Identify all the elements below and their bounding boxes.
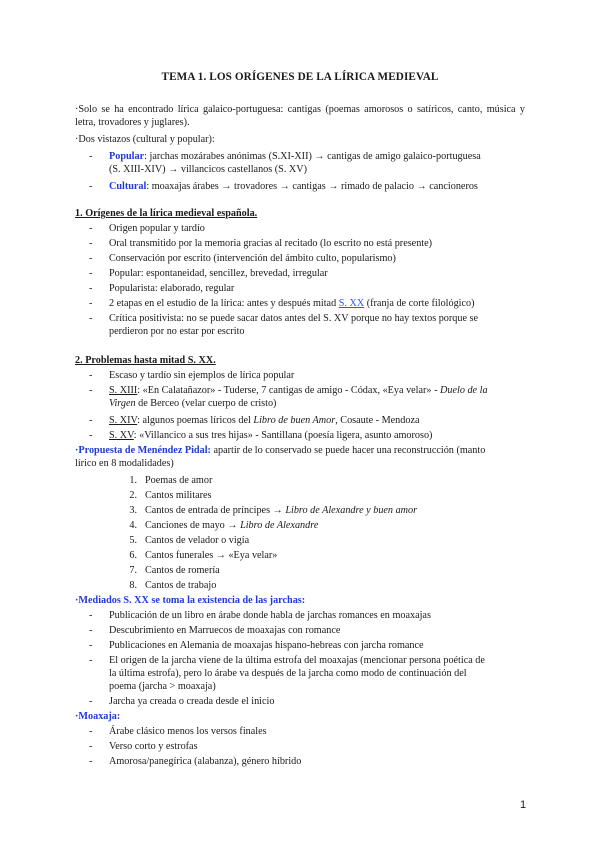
popular-label: Popular <box>109 151 145 162</box>
list-item <box>109 414 420 427</box>
moaxaja-heading: ·Moaxaja: <box>75 711 121 722</box>
bullet-dash: - <box>89 610 93 621</box>
list-item <box>109 429 432 442</box>
menendez-paragraph <box>75 444 525 457</box>
bullet-dash: - <box>89 741 93 752</box>
list-item-text: : «En Calatañazor» - Tuderse, 7 cantigas de amigo - Códax, «Eya velar» - <box>137 385 441 396</box>
list-item <box>145 504 417 517</box>
list-item: Cantos de romería <box>145 565 220 576</box>
century-label: S. XV <box>109 430 134 441</box>
list-item: Escaso y tardío sin ejemplos de lírica popular <box>109 370 295 381</box>
list-item-text: : algunos poemas líricos del <box>137 415 254 426</box>
bullet-dash: - <box>89 625 93 636</box>
list-item: Oral transmitido por la memoria gracias al recitado (lo escrito no está presente) <box>109 238 433 249</box>
bullet-dash: - <box>89 430 93 441</box>
cultural-label: Cultural <box>109 181 147 192</box>
bullet-dash: - <box>89 238 93 249</box>
bullet-dash: - <box>89 298 93 309</box>
bullet-dash: - <box>89 223 93 234</box>
bullet-dash: - <box>89 253 93 264</box>
list-item: Jarcha ya creada o creada desde el inicio <box>109 696 275 707</box>
section-1-heading: 1. Orígenes de la lírica medieval española. <box>75 208 258 219</box>
popular-line-2: (S. XIII-XIV) → villancicos castellanos (S. XV) <box>109 164 308 175</box>
list-number: 4. <box>129 520 137 531</box>
intro-vistazos: ·Dos vistazos (cultural y popular): <box>75 134 215 145</box>
page-number: 1 <box>520 799 527 811</box>
list-item-italic: Duelo de la <box>440 385 488 396</box>
list-item-italic: Libro de Alexandre <box>240 520 319 531</box>
menendez-label: ·Propuesta de Menéndez Pidal: <box>75 445 211 456</box>
bullet-dash: - <box>89 268 93 279</box>
list-item: El origen de la jarcha viene de la última estrofa del moaxajas (mencionar persona poética de <box>109 655 485 666</box>
intro-paragraph: ·Solo se ha encontrado lírica galaico-portuguesa: cantigas (poemas amorosos o satíricos, canto, música y letra, trovadores y juglares). <box>75 104 525 128</box>
jarchas-heading: ·Mediados S. XX se toma la existencia de las jarchas: <box>75 595 306 606</box>
list-item: Popularista: elaborado, regular <box>109 283 235 294</box>
list-number: 6. <box>129 550 137 561</box>
bullet-dash: - <box>89 181 93 192</box>
list-item-cont: perdieron por no estar por escrito <box>109 326 245 337</box>
s-xx-link[interactable]: S. XX <box>338 298 365 309</box>
bullet-dash: - <box>89 385 93 396</box>
bullet-dash: - <box>89 370 93 381</box>
list-number: 3. <box>129 505 137 516</box>
list-item-italic: Libro de buen Amor <box>253 415 336 426</box>
bullet-dash: - <box>89 696 93 707</box>
list-number: 1. <box>129 475 137 486</box>
list-item: Conservación por escrito (intervención del ámbito culto, popularismo) <box>109 253 396 264</box>
bullet-dash: - <box>89 756 93 767</box>
list-item-cont: la última estrofa), pero lo árabe va después de la jarcha como modo de continuación del <box>109 668 467 679</box>
list-item-text: (franja de corte filológico) <box>364 298 475 309</box>
menendez-text: apartir de lo conservado se puede hacer una reconstrucción (manto <box>210 445 486 456</box>
list-item: Verso corto y estrofas <box>109 741 198 752</box>
list-number: 5. <box>129 535 137 546</box>
list-item: Árabe clásico menos los versos finales <box>109 726 267 737</box>
cultural-text: : moaxajas árabes → trovadores → cantigas → rimado de palacio → cancioneros <box>146 181 478 192</box>
list-item-text: , Cosaute - Mendoza <box>335 415 420 426</box>
century-label: S. XIV <box>109 415 138 426</box>
list-item-text: : «Villancico a sus tres hijas» - Santillana (poesía ligera, asunto amoroso) <box>133 430 433 441</box>
list-item: Cantos de velador o vigía <box>145 535 250 546</box>
list-item-italic: Virgen <box>109 398 136 409</box>
list-item-text: Canciones de mayo → <box>145 520 241 531</box>
list-item <box>109 297 475 310</box>
list-item-text: 2 etapas en el estudio de la lírica: antes y después mitad <box>109 298 339 309</box>
list-item: Poemas de amor <box>145 475 213 486</box>
bullet-dash: - <box>89 640 93 651</box>
bullet-dash: - <box>89 726 93 737</box>
list-item: Cantos funerales → «Eya velar» <box>145 550 278 561</box>
page-title: TEMA 1. LOS ORÍGENES DE LA LÍRICA MEDIEVAL <box>161 71 439 83</box>
list-item <box>145 519 318 532</box>
bullet-dash: - <box>89 415 93 426</box>
list-item-text: de Berceo (velar cuerpo de cristo) <box>135 398 277 409</box>
popular-text: : jarchas mozárabes anónimas (S.XI-XII) → cantigas de amigo galaico-portuguesa <box>144 151 481 162</box>
bullet-dash: - <box>89 151 93 162</box>
list-item-cont: poema (jarcha > moaxaja) <box>109 681 216 692</box>
list-item-cont <box>109 397 276 410</box>
list-item: Amorosa/panegírica (alabanza), género híbrido <box>109 756 302 767</box>
list-item <box>109 384 488 397</box>
list-number: 2. <box>129 490 137 501</box>
menendez-paragraph-cont: lírico en 8 modalidades) <box>75 458 174 469</box>
cultural-line <box>109 180 478 193</box>
list-number: 8. <box>129 580 137 591</box>
bullet-dash: - <box>89 283 93 294</box>
list-item: Cantos militares <box>145 490 212 501</box>
list-item: Descubrimiento en Marruecos de moaxajas con romance <box>109 625 341 636</box>
popular-line <box>109 150 481 163</box>
list-item-text: Cantos de entrada de príncipes → <box>145 505 286 516</box>
list-item: Publicación de un libro en árabe donde habla de jarchas romances en moaxajas <box>109 610 431 621</box>
list-item: Cantos de trabajo <box>145 580 217 591</box>
list-item: Origen popular y tardío <box>109 223 205 234</box>
list-item: Publicaciones en Alemania de moaxajas hispano-hebreas con jarcha romance <box>109 640 424 651</box>
list-item: Popular: espontaneidad, sencillez, brevedad, irregular <box>109 268 328 279</box>
list-number: 7. <box>129 565 137 576</box>
list-item: Crítica positivista: no se puede sacar datos antes del S. XV porque no hay textos porque se <box>109 313 479 324</box>
list-item-italic: Libro de Alexandre y buen amor <box>285 505 418 516</box>
section-2-heading: 2. Problemas hasta mitad S. XX. <box>75 355 216 366</box>
bullet-dash: - <box>89 655 93 666</box>
bullet-dash: - <box>89 313 93 324</box>
century-label: S. XIII <box>109 385 138 396</box>
